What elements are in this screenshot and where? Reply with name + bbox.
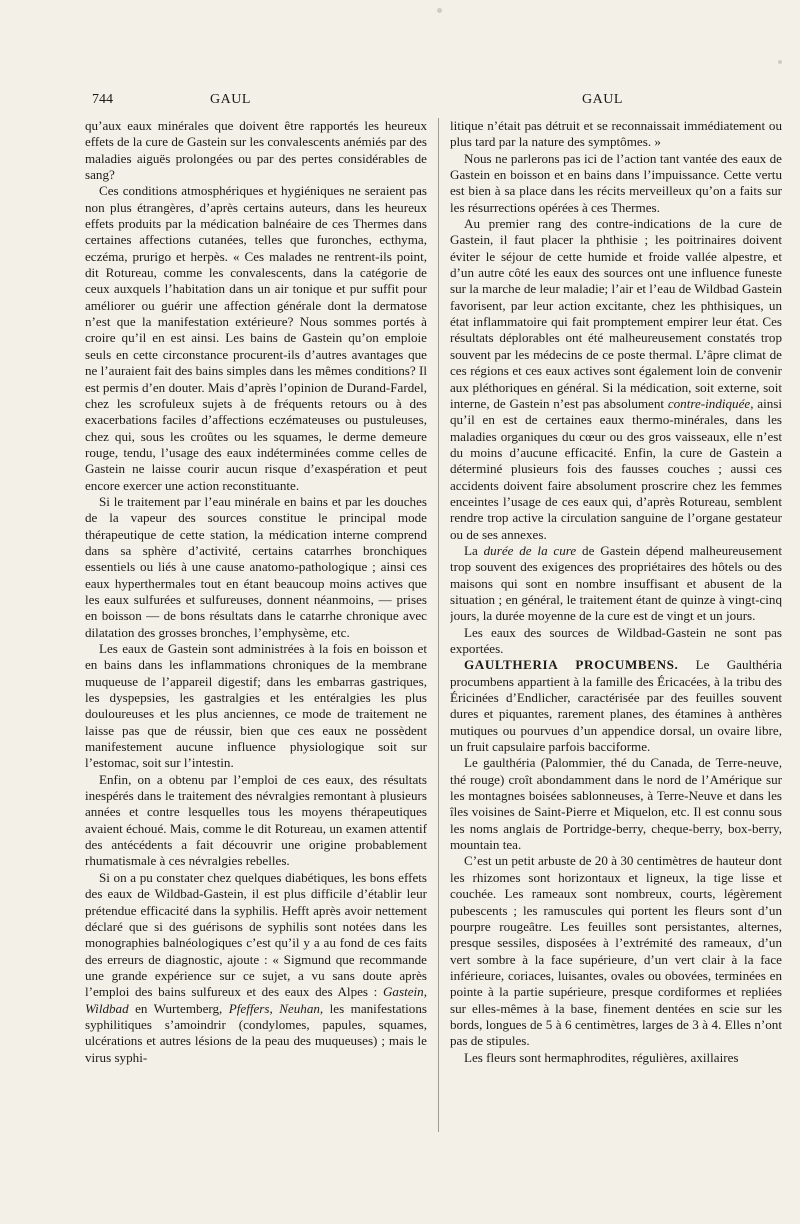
paragraph-text: en Wurtemberg, [128,1000,229,1016]
entry-title: GAULTHERIA PROCUMBENS. [464,657,679,673]
paragraph-text: de Gastein dépend malheureusement trop souvent des exigences des propriétaires des hôtels ou des maisons qui sont en nombre insuffisant et abusent de la situation ; en général, le traitement étant de quinze à vingt-cinq jours, la durée moyenne de la cure est de vingt et un jours. [450,542,782,624]
paragraph: Les eaux des sources de Wildbad-Gastein ne sont pas exportées. [450,624,782,656]
italic-places: Gastein, Wildbad [85,984,427,1016]
paragraph: qu’aux eaux minérales que doivent être rapportés les heureux effets de la cure de Gastein sur les convalescents anémiés par des maladies aiguës prolongées ou par des pertes considérables de sang? [85,118,427,183]
paragraph: Le gaulthéria (Palommier, thé du Canada, de Terre-neuve, thé rouge) croît abondamment dans le nord de l’Amérique sur les montagnes boisées sablonneuses, à Terre-Neuve et dans les îles voisines de Saint-Pierre et Miquelon, etc. Il est connu sous les noms anglais de Portridge-berry, cheque-berry, box-berry, mountain tea. [450,755,782,853]
paragraph: Enfin, on a obtenu par l’emploi de ces eaux, des résultats inespérés dans le traitement des névralgies remontant à plusieurs années et contre lesquelles tous les moyens thérapeutiques avaient échoué. Mais, comme le dit Rotureau, un examen attentif des antécédents a fait découvrir une origine probablement rhumatismale à ces névralgies rebelles. [85,771,427,869]
paragraph-text: les manifestations syphilitiques s’amoindrir (condylomes, papules, squames, ulcérations et autres lésions de la peau des muqueuses) ; mais le virus syphi- [85,1000,427,1065]
paragraph: Les fleurs sont hermaphrodites, régulières, axillaires [464,1049,739,1065]
paper-speck [778,60,782,64]
paper-speck [437,8,442,13]
running-head-left: GAUL [210,92,251,107]
paragraph: Les eaux de Gastein sont administrées à la fois en boisson et en bains dans les inflammations chroniques de la membrane muqueuse de l’appareil digestif; dans les embarras gastriques, les dyspepsies, les gastralgies et les entéralgies les plus douloureuses et les plus anciennes, ce mode de traitement ne laisse pas que de réussir, bien que ces eaux ne possèdent manifestement aucune influence physiologique soit sur l’estomac, soit sur l’intestin. [85,641,427,771]
paragraph-text: , ainsi qu’il en est de certaines eaux thermo-minérales, dans les maladies organiques du cœur ou des gros vaisseaux, elle n’est du moins d’aucune efficacité. Enfin, la cure de Gastein a déterminé plusieurs fois des fausses couches ; aussi ces accidents doivent faire absolument proscrire chez les femmes enceintes l’usage de ces eaux qui, d’après Rotureau, semblent rendre trop active la circulation sanguine de l’organe gestateur ou de ses annexes. [450,395,782,542]
paragraph [450,216,782,543]
page-number: 744 [92,92,113,107]
italic-term: durée de la cure [483,542,577,558]
paragraph-last [85,870,427,1066]
running-head-right: GAUL [582,92,623,107]
italic-term: contre-indiquée [667,395,751,411]
column-divider [438,118,439,1132]
right-column [450,118,782,1138]
paragraph: Ces conditions atmosphériques et hygiéniques ne seraient pas non plus étrangères, d’après certains auteurs, dans les heureux effets produits par la médication balnéaire de ces Thermes dans certaines affections cutanées, telles que furonches, ecthyma, eczéma, prurigo et herpès. « Ces malades ne rentrent-ils point, dit Rotureau, comme les convalescents, dans la catégorie de ceux auxquels l’habitation dans un air tonique et pur suffit pour améliorer ou guérir une affection générale dont la dermatose n’est que la manifestation extérieure? Nous sommes portés à croire qu’il en est ainsi. Les bains de Gastein qu’on emploie seuls en cette circonstance procurent-ils d’autres avantages que ne l’auraient fait des bains simples dans les mêmes conditions? Il est permis d’en douter. Mais d’après l’opinion de Durand-Fardel, chez les scrofuleux sujets à de fréquents retours ou à des exacerbations faciles d’affections eczémateuses ou pustuleuses, chez qui, sous les croûtes ou les squames, le derme demeure rouge, tendu, l’usage des eaux indéterminées comme celles de Gastein ne laisse courir aucun risque d’exaspération et peut encore exercer une action reconstituante. [85,183,427,493]
paragraph: Si le traitement par l’eau minérale en bains et par les douches de la vapeur des sources constitue le principal mode thérapeutique de cette station, la médication interne comprend dans sa sphère d’activité, certains catarrhes bronchiques essentiels ou liés à une cause anatomo-pathologique ; ainsi ces eaux hyperthermales tout en étant beaucoup moins actives que les eaux sulfurées et sulfureuses, donnent néanmoins, — prises en boisson — de bons résultats dans le catarrhe chronique avec dilatation des grosses bronches, l’emphysème, etc. [85,493,427,640]
paragraph [450,543,782,625]
paragraph: C’est un petit arbuste de 20 à 30 centimètres de hauteur dont les rhizomes sont horizontaux et ligneux, la tige lisse et couchée. Les rameaux sont nombreux, courts, légèrement pubescents ; les ramuscules qui portent les fleurs sont d’un pourpre rougeâtre. Les feuilles sont persistantes, alternes, presque sessiles, disposées à l’extrémité des rameaux, d’un vert sombre à la face supérieure, d’un vert clair à la face inférieure, coriaces, luisantes, ovales ou obovées, terminées en pointe à la partie supérieure, presque cordiformes et repliées sur elles-mêmes à la base, finement dentées en scie sur les bords, longues de 5 à 6 centimètres, larges de 3 à 4. Elles n’ont pas de stipules. [450,853,782,1049]
paragraph: litique n’était pas détruit et se reconnaissait immédiatement ou plus tard par la nature des symptômes. » [450,118,782,150]
left-column [85,118,427,1138]
paragraph-text: Si on a pu constater chez quelques diabétiques, les bons effets des eaux de Wildbad-Gastein, il est plus difficile d’établir leur prétendue efficacité dans la syphilis. Hefft après avoir nettement déclaré que si des guérisons de syphilis sont notées dans les monographies balnéologiques c’est qu’il y a au fond de ces faits des erreurs de diagnostic, ajoute : « Sigmund que recommande une grande expérience sur ce sujet, a vu sans doute après l’emploi des bains sulfureux et des eaux des Alpes : [85,869,427,1000]
entry-paragraph [450,657,782,755]
paragraph-text: Au premier rang des contre-indications de la cure de Gastein, il faut placer la phthisie ; les poitrinaires doivent éviter le séjour de cette humide et froide vallée alpestre, et d’un autre côté les eaux des sources ont une influence funeste sur la marche de leur maladie; l’air et l’eau de Wildbad Gastein favorisent, par leur action excitante, chez les phthisiques, un état inflammatoire qui fait promptement empirer leur état. Ces résultats déplorables ont été malheureusement constatés trop souvent par les médecins de ce poste thermal. L’âpre climat de ces régions et ces eaux actives sont également loin de convenir aux pléthoriques en général. Si la médication, soit externe, soit interne, de Gastein n’est pas absolument [450,216,782,411]
paragraph-text: Le Gaulthéria procumbens appartient à la famille des Éricacées, à la tribu des Éricinées d’Endlicher, caractérisée par des feuilles souvent dures et piquantes, rarement planes, des étamines à anthères mutiques ou pourvues d’un appendice dorsal, un ovaire libre, un fruit capsulaire parfois bacciforme. [450,657,782,755]
paragraph-text: La [464,542,484,558]
paragraph: Nous ne parlerons pas ici de l’action tant vantée des eaux de Gastein en boisson et en bains dans l’impuissance. Cette vertu est bien à sa place dans les récits merveilleux qu’on a faits sur les résurrections opérées à ces Thermes. [450,150,782,215]
page-header [84,92,790,114]
italic-places: Pfeffers, Neuhan, [228,1000,324,1016]
